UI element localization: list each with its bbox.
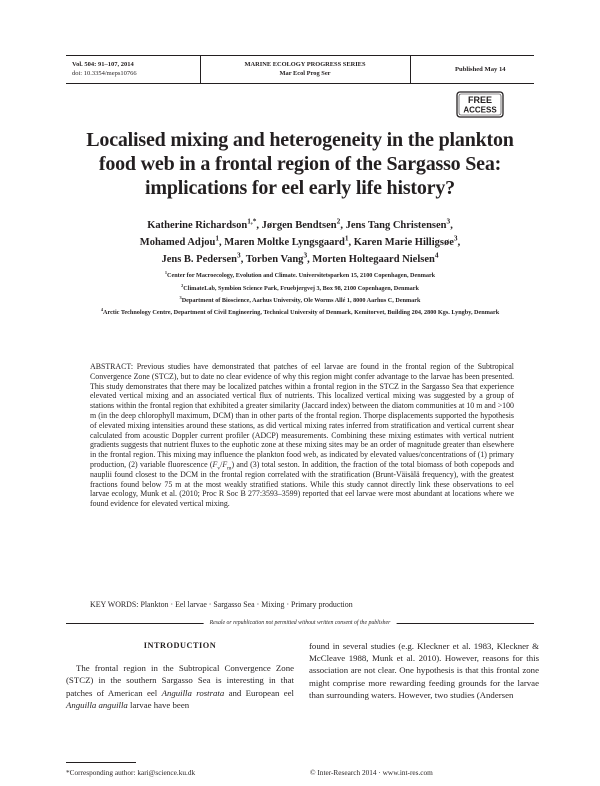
- species-name: Anguilla anguilla: [66, 699, 128, 710]
- header-volume-info: [72, 60, 137, 78]
- abstract-label: ABSTRACT:: [90, 362, 137, 371]
- author-affil: 1: [344, 233, 349, 243]
- affiliation-2: [70, 283, 530, 296]
- author-name: , Morten Holtegaard Nielsen: [307, 254, 435, 265]
- author-affil: 1: [215, 233, 220, 243]
- affiliation-4: [70, 308, 530, 318]
- badge-line1: FREE: [467, 95, 493, 105]
- author-affil: 4: [434, 250, 439, 260]
- copyright: © Inter-Research 2014 · www.int-res.com: [310, 768, 433, 777]
- species-name: Anguilla rostrata: [161, 687, 225, 698]
- abstract-text-part2: ) and (3) total seston. In addition, the fraction of the total biomass of both copepods and nauplii found closest to the DCM in the frontal region correlated with the stratification (Brunt-Väisälä frequency), with the greatest fractions found below 75 m at the most weakly stratified stations. While this study cannot directly link these observations to eel larvae ecology, Munk et al. (2010; Proc R Soc B 277:3593–3599) reported that eel larvae were most abundant at locations where we found evidence for elevated vertical mixing.: [90, 459, 514, 509]
- title-line-1: Localised mixing and heterogeneity in the plankton: [86, 129, 514, 151]
- resale-notice: [66, 618, 534, 628]
- author-name: Mohamed Adjou: [139, 237, 216, 248]
- doi-label: doi: 10.3354/meps10766: [72, 70, 137, 77]
- intro-right-column: [309, 640, 539, 701]
- badge-line2: ACCESS: [463, 105, 497, 115]
- intro-heading: INTRODUCTION: [143, 641, 217, 650]
- affiliation-1: [70, 270, 530, 283]
- footnote-rule: [66, 762, 136, 763]
- intro-paragraph-continued: found in several studies (e.g. Kleckner et al. 1983, Kleckner & McCleave 1988, Munk et al. 2010). However, reasons for this association are not clear. One hypothesis is that this frontal zone might comprise more rewarding feeding grounds for the larvae than surrounding waters. However, two studies (Andersen: [309, 641, 539, 700]
- author-affil: 1,*: [247, 216, 257, 226]
- journal-name: MARINE ECOLOGY PROGRESS SERIES: [244, 61, 366, 68]
- fm-symbol: F: [222, 459, 228, 469]
- keywords-text: Plankton · Eel larvae · Sargasso Sea · Mixing · Primary production: [140, 600, 353, 609]
- header-bottom-rule: [66, 83, 534, 84]
- affiliation-text: Arctic Technology Centre, Department of Civil Engineering, Technical University of Denmark, Kemitorvet, Building 204, 2800 Kgs. Lyngby, Denmark: [103, 308, 500, 316]
- header-journal: [210, 60, 400, 78]
- author-line-3: [60, 251, 540, 268]
- resale-text: Resale or republication not permitted without written consent of the publisher: [204, 618, 397, 628]
- title-line-2: food web in a frontal region of the Sargasso Sea:: [98, 153, 502, 175]
- fm-subscript: m: [227, 465, 232, 472]
- header-top-rule: [66, 55, 534, 56]
- author-affil: 3: [446, 216, 451, 226]
- keywords-label: KEY WORDS:: [90, 600, 139, 609]
- intro-text: and European eel: [224, 687, 294, 698]
- fv-symbol: F: [212, 459, 218, 469]
- header-separator-right: [410, 55, 411, 83]
- author-name: , Karen Marie Hilligsøe: [348, 237, 454, 248]
- intro-paragraph: [66, 662, 294, 711]
- ratio-slash: /: [220, 459, 223, 469]
- author-name: Katherine Richardson: [147, 220, 248, 231]
- intro-text: The frontal region in the Subtropical Convergence Zone (STCZ) in the southern Sargasso Sea is interesting in that patches of American eel: [66, 663, 294, 698]
- affiliation-number: 4: [100, 306, 104, 312]
- intro-left-column: [66, 640, 294, 711]
- affiliation-number: 1: [164, 269, 168, 275]
- author-affil: 2: [336, 216, 341, 226]
- free-access-badge: [456, 91, 504, 118]
- affiliation-3: [70, 295, 530, 308]
- author-name: , Maren Moltke Lyngsgaard: [219, 237, 345, 248]
- author-list: [60, 217, 540, 268]
- author-name: , Jens Tang Christensen: [340, 220, 447, 231]
- corresponding-author: *Corresponding author: kari@science.ku.dk: [66, 768, 196, 777]
- author-line-2: Mohamed Adjou$^1$, Maren Moltke Lyngsgaard$^1$, Karen Marie Hilligsøe$^3$,: [139, 233, 461, 248]
- author-line-1: Katherine Richardson$^{1,*}$, Jørgen Bendtsen$^2$, Jens Tang Christensen$^3$,: [147, 216, 453, 231]
- fv-subscript: v: [217, 465, 221, 472]
- affiliation-text: ClimateLab, Symbion Science Park, Fruebjergvej 3, Box 98, 2100 Copenhagen, Denmark: [183, 284, 419, 292]
- keywords: [90, 600, 514, 609]
- author-name: , Jørgen Bendtsen: [256, 220, 337, 231]
- abstract: [90, 362, 514, 509]
- journal-abbrev: Mar Ecol Prog Ser: [279, 70, 331, 77]
- published-date: Published May 14: [455, 66, 506, 73]
- author-affil: 3: [237, 250, 241, 260]
- header-separator-left: [200, 55, 201, 83]
- abstract-text-part1: Previous studies have demonstrated that patches of eel larvae are found in the frontal region of the Subtropical Convergence Zone (STCZ), but to date no clear evidence of why this region might confer advantage to the larvae has been presented. This study demonstrates that there may be localized patches within a frontal region in the STCZ in the Sargasso Sea that experience elevated vertical mixing and an associated vertical flux of nutrients. This localized vertical mixing was suggested by a group of stations within the frontal region that exhibited a greater similarity (Jaccard index) between the diatom communities at 10 m and >100 m (in the deep chlorophyll maximum, DCM) than in other parts of the frontal region. Thorpe displacements supported the hypothesis of elevated mixing intensities around these stations, as did vertical mixing rates inferred from stratification and vertical current shear calculated from acoustic Doppler current profiler (ADCP) measurements. Combining these mixing estimates with vertical nutrient gradients suggests that nutrient fluxes to the euphotic zone at these mixing sites may be an order of magnitude greater than elsewhere in the frontal region. This mixing may influence the plankton food web, as indicated by elevated values/concentrations of (1) primary production, (2) variable fluorescence (: [90, 362, 514, 469]
- free-access-badge-icon: [456, 91, 504, 118]
- author-name: Jens B. Pedersen: [161, 254, 238, 265]
- volume-label: Vol. 504: 91–107, 2014: [72, 61, 134, 68]
- author-affil: 3: [453, 233, 458, 243]
- title-line-3: implications for eel early life history?: [145, 177, 455, 199]
- author-name: , Torben Vang: [240, 254, 304, 265]
- intro-text: larvae have been: [127, 699, 190, 710]
- affiliation-number: 2: [181, 282, 184, 288]
- affiliation-text: Center for Macroecology, Evolution and Climate. Universitetsparken 15, 2100 Copenhagen, Denmark: [167, 272, 436, 279]
- affiliations: [70, 270, 530, 318]
- affiliation-number: 3: [179, 295, 182, 301]
- author-affil: 3: [303, 250, 308, 260]
- article-title: [50, 128, 550, 200]
- affiliation-text: Department of Bioscience, Aarhus University, Ole Worms Allé 1, 8000 Aarhus C, Denmark: [181, 297, 421, 305]
